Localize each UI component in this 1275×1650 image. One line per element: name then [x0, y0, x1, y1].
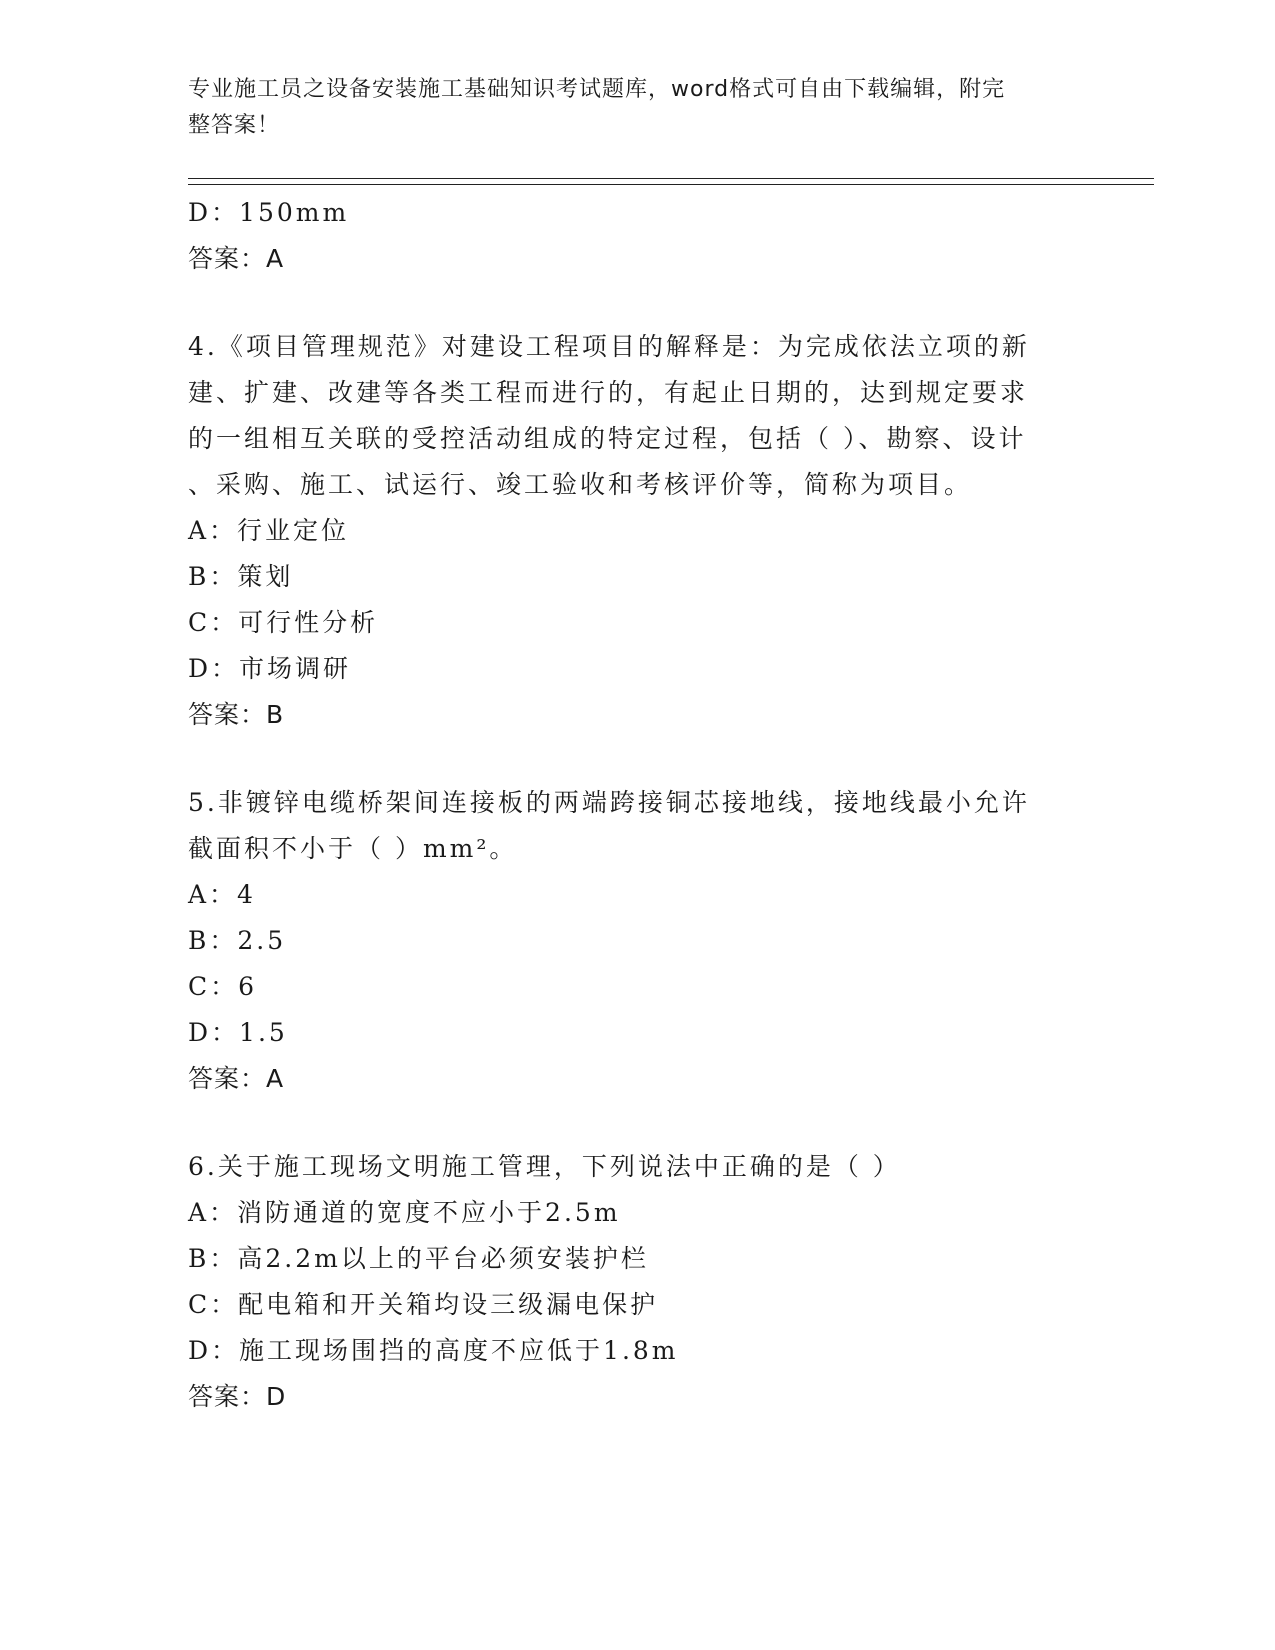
- option-b: B：2.5: [188, 926, 287, 955]
- option-d: D：1.5: [188, 1018, 288, 1047]
- option-c: C：6: [188, 972, 258, 1001]
- prev-option-d: D：150mm: [188, 198, 350, 227]
- question-text-line: 5.非镀锌电缆桥架间连接板的两端跨接铜芯接地线，接地线最小允许: [188, 788, 1030, 817]
- answer: 答案：D: [188, 1382, 287, 1411]
- answer: 答案：B: [188, 700, 285, 729]
- spacer: [188, 282, 1088, 324]
- question-5: [188, 780, 1088, 1102]
- answer: 答案：A: [188, 1064, 285, 1093]
- option-a: A：行业定位: [188, 516, 350, 545]
- option-d: D：施工现场围挡的高度不应低于1.8m: [188, 1336, 679, 1365]
- option-c: C：可行性分析: [188, 608, 379, 637]
- document-body: [188, 190, 1088, 1420]
- question-text-line: 的一组相互关联的受控活动组成的特定过程，包括（ ）、勘察、设计: [188, 424, 1027, 453]
- question-text-line: 、采购、施工、试运行、竣工验收和考核评价等，简称为项目。: [188, 470, 973, 499]
- option-d: D：市场调研: [188, 654, 352, 683]
- question-text-line: 建、扩建、改建等各类工程而进行的，有起止日期的，达到规定要求: [188, 378, 1029, 407]
- spacer: [188, 738, 1088, 780]
- spacer: [188, 1102, 1088, 1144]
- question-text-line: 截面积不小于（ ）mm²。: [188, 834, 518, 863]
- header-line-1: 专业施工员之设备安装施工基础知识考试题库，word格式可自由下载编辑，附完: [188, 77, 1006, 102]
- question-6: [188, 1144, 1088, 1420]
- option-b: B：高2.2m以上的平台必须安装护栏: [188, 1244, 649, 1273]
- option-a: A：4: [188, 880, 256, 909]
- question-4: [188, 324, 1088, 738]
- prev-answer: 答案：A: [188, 244, 285, 273]
- header-line-2: 整答案！: [188, 113, 281, 138]
- document-header: [188, 72, 1068, 144]
- question-text-line: 4.《项目管理规范》对建设工程项目的解释是：为完成依法立项的新: [188, 332, 1030, 361]
- option-c: C：配电箱和开关箱均设三级漏电保护: [188, 1290, 659, 1319]
- option-b: B：策划: [188, 562, 294, 591]
- header-divider: [188, 178, 1154, 185]
- option-a: A：消防通道的宽度不应小于2.5m: [188, 1198, 621, 1227]
- question-text-line: 6.关于施工现场文明施工管理，下列说法中正确的是（ ）: [188, 1152, 901, 1181]
